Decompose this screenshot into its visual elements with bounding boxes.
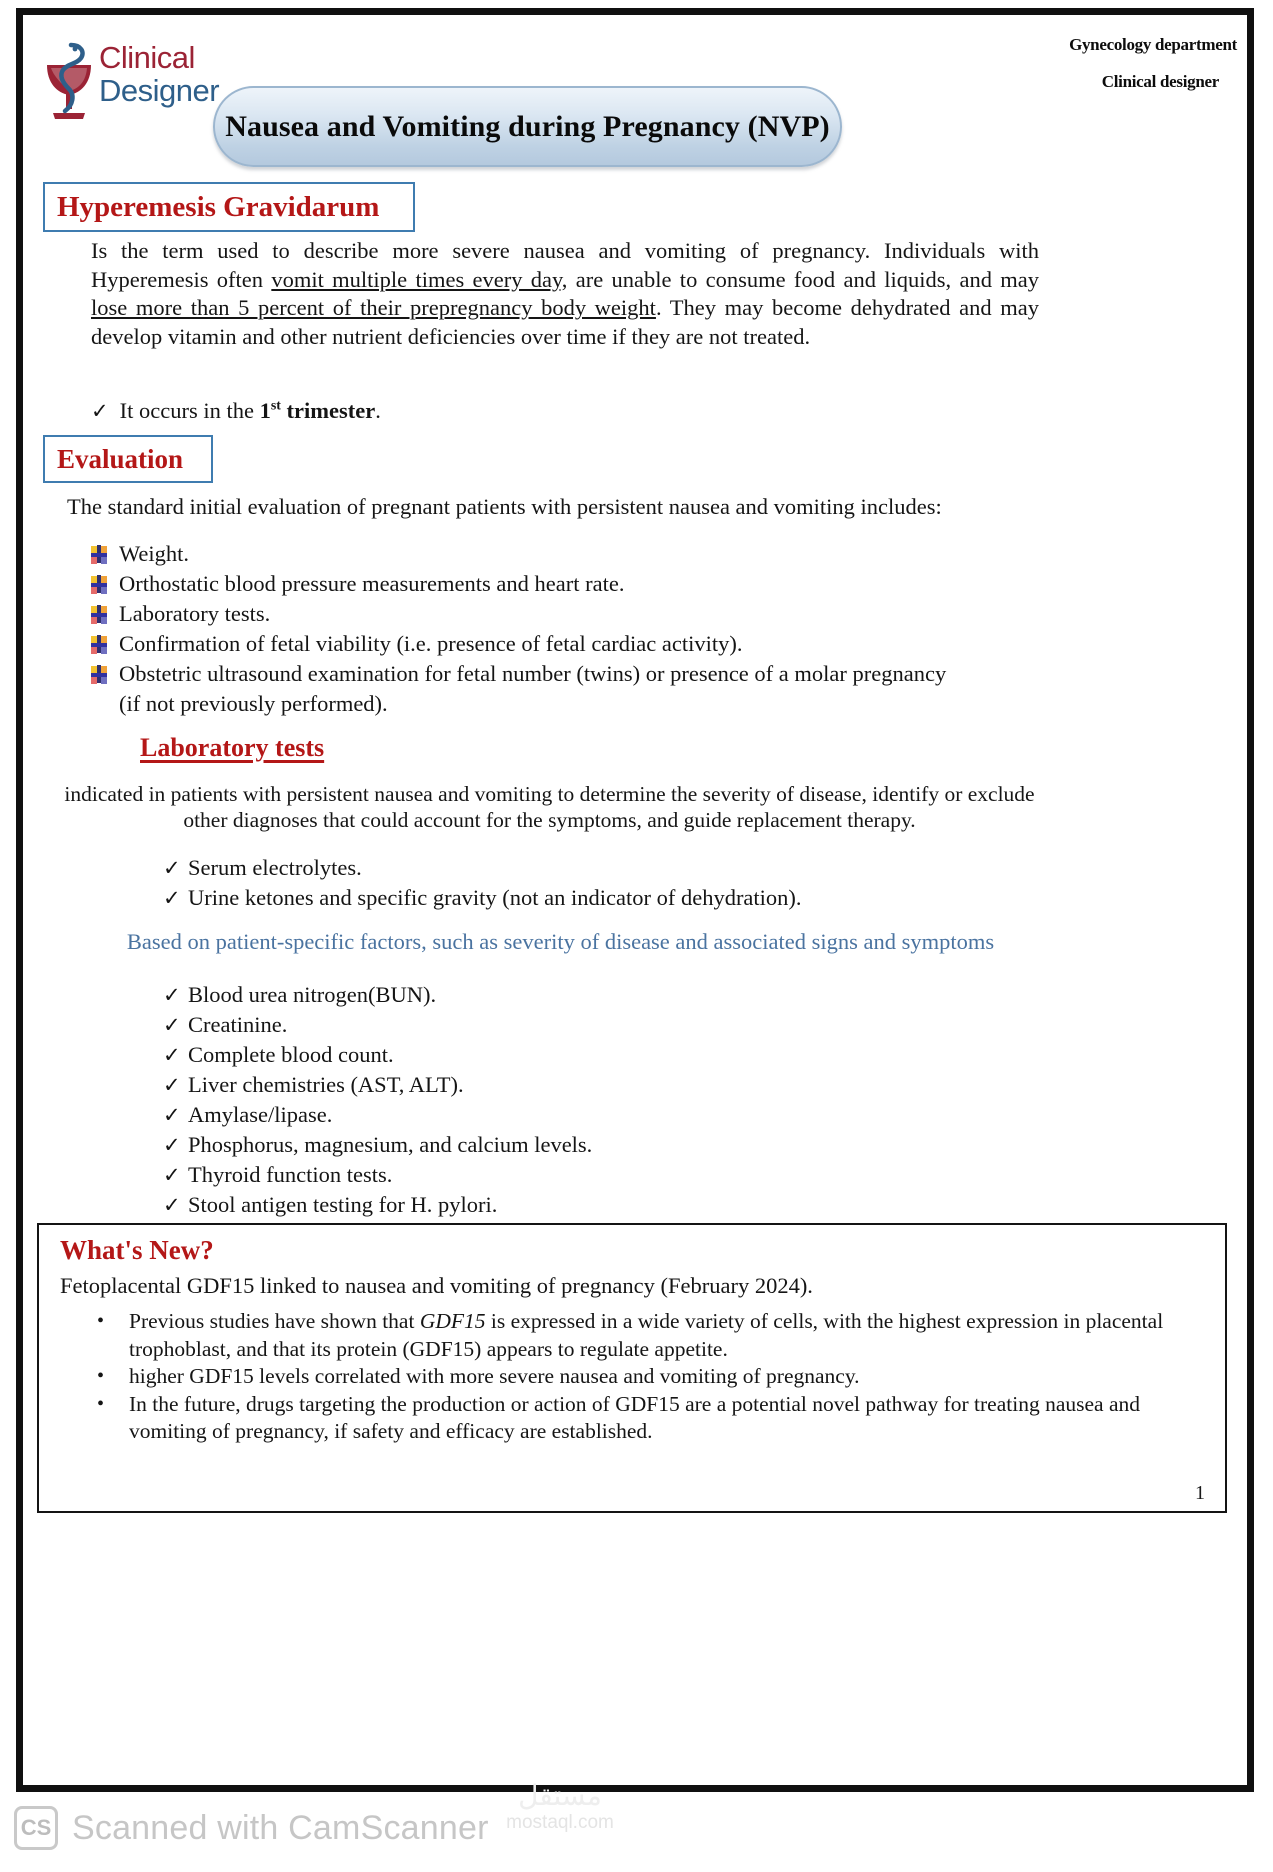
document-sheet: [23, 15, 1247, 1785]
check-icon: ✓: [163, 983, 181, 1007]
trimester-ordinal-suffix: st: [270, 398, 281, 414]
check-icon: ✓: [163, 886, 181, 910]
cross-bullet-icon: [91, 576, 107, 592]
whats-new-item-text: higher GDF15 levels correlated with more severe nausea and vomiting of pregnancy.: [129, 1364, 860, 1388]
page-number: 1: [1195, 1482, 1205, 1504]
page-border-right: [1247, 8, 1254, 1792]
list-item: [163, 883, 802, 913]
evaluation-list: [91, 539, 1076, 719]
check-icon: ✓: [163, 1043, 181, 1067]
list-item: [91, 569, 1076, 599]
bowl-of-hygieia-icon: [41, 39, 97, 123]
bullet-dot-icon: •: [97, 1392, 105, 1415]
laboratory-test-label: Urine ketones and specific gravity (not an indicator of dehydration).: [188, 885, 802, 910]
mostaql-domain-label: mostaql.com: [506, 1812, 614, 1833]
check-icon: ✓: [163, 1193, 181, 1217]
hyperemesis-text-1: Is the term used to describe more severe nausea and vomiting of pregnancy. Individuals with Hyperemesis often: [91, 238, 1039, 292]
mostaql-arabic-label: مستقل: [518, 1779, 602, 1812]
check-icon: ✓: [163, 1103, 181, 1127]
evaluation-item-label: Weight.: [119, 541, 190, 566]
list-item: [163, 1010, 592, 1040]
evaluation-item-label: Obstetric ultrasound examination for fetal number (twins) or presence of a molar pregnancy: [119, 661, 947, 686]
whats-new-item-post: is expressed in a wide variety of cells, with the highest expression in placental trophoblast, and that its protein (GDF15) appears to regulate appetite.: [129, 1309, 1164, 1361]
whats-new-lead: Fetoplacental GDF15 linked to nausea and vomiting of pregnancy (February 2024).: [60, 1273, 813, 1298]
hyperemesis-text-3: . They may become dehydrated and may develop vitamin and other nutrient deficiencies over time if they are not treated.: [91, 295, 1040, 349]
check-icon: ✓: [91, 399, 109, 423]
laboratory-primary-test-list: [163, 853, 802, 913]
evaluation-item-label: Orthostatic blood pressure measurements and heart rate.: [119, 571, 625, 596]
whats-new-box: [37, 1223, 1227, 1513]
section-heading-hyperemesis-text: Hyperemesis Gravidarum: [57, 190, 380, 223]
trimester-text-post: .: [375, 398, 381, 423]
evaluation-item-label: Laboratory tests.: [119, 601, 271, 626]
evaluation-item-label: Confirmation of fetal viability (i.e. presence of fetal cardiac activity).: [119, 631, 743, 656]
check-icon: ✓: [163, 1013, 181, 1037]
whats-new-item-text: [129, 1308, 1207, 1363]
section-heading-evaluation: [43, 435, 213, 483]
document-title: Nausea and Vomiting during Pregnancy (NVP): [225, 109, 830, 143]
laboratory-test-label: Stool antigen testing for H. pylori.: [188, 1192, 498, 1217]
list-item: [163, 1130, 592, 1160]
trimester-text-pre: It occurs in the: [119, 398, 260, 423]
hyperemesis-underlined-1: vomit multiple times every day,: [271, 266, 568, 292]
laboratory-test-label: Liver chemistries (AST, ALT).: [188, 1072, 464, 1097]
list-item: [91, 659, 1076, 689]
subsection-heading-laboratory-tests: Laboratory tests: [140, 733, 325, 762]
bullet-dot-icon: •: [97, 1365, 105, 1387]
brand-logo: [41, 35, 241, 125]
list-item: [91, 629, 1076, 659]
laboratory-factor-note: Based on patient-specific factors, such as severity of disease and associated signs and symptoms: [126, 929, 995, 954]
laboratory-test-label: Thyroid function tests.: [188, 1162, 393, 1187]
author-label: Clinical designer: [1101, 72, 1219, 91]
trimester-number: 1: [259, 398, 271, 423]
check-icon: ✓: [163, 1133, 181, 1157]
mostaql-watermark: [470, 1780, 650, 1834]
list-item: [163, 853, 802, 883]
list-item: [163, 1070, 592, 1100]
laboratory-intro: indicated in patients with persistent nausea and vomiting to determine the severity of disease, identify or exclude other diagnoses that could account for the symptoms, and guide replacement therapy.: [64, 782, 1035, 832]
section-heading-hyperemesis: [43, 182, 415, 232]
list-item: [97, 1308, 1207, 1363]
list-item: [91, 599, 1076, 629]
whats-new-item-pre: Previous studies have shown that: [129, 1309, 420, 1333]
check-icon: ✓: [163, 1073, 181, 1097]
laboratory-test-label: Phosphorus, magnesium, and calcium levels.: [188, 1132, 593, 1157]
cross-bullet-icon: [91, 636, 107, 652]
hyperemesis-text-2: are unable to consume food and liquids, and may: [567, 266, 1040, 292]
laboratory-secondary-test-list: [163, 980, 592, 1220]
whats-new-item-text: In the future, drugs targeting the production or action of GDF15 are a potential novel pathway for treating nausea and vomiting of pregnancy, if safety and efficacy are established.: [129, 1391, 1140, 1443]
laboratory-test-label: Blood urea nitrogen(BUN).: [188, 982, 437, 1007]
bullet-dot-icon: •: [97, 1310, 105, 1332]
list-item: [163, 1100, 592, 1130]
camscanner-watermark: [14, 1806, 489, 1850]
check-icon: ✓: [163, 856, 181, 880]
laboratory-test-label: Complete blood count.: [188, 1042, 394, 1067]
hyperemesis-underlined-2: lose more than 5 percent of their prepregnancy body weight: [91, 295, 656, 321]
list-item: [97, 1363, 1207, 1391]
page-border-left: [16, 8, 23, 1792]
document-title-banner: [213, 86, 842, 167]
cross-bullet-icon: [91, 666, 107, 682]
brand-logo-text: [99, 41, 219, 107]
list-item: [97, 1391, 1207, 1446]
cross-bullet-icon: [91, 606, 107, 622]
list-item: [91, 539, 1076, 569]
laboratory-test-label: Creatinine.: [188, 1012, 288, 1037]
list-item: [163, 1040, 592, 1070]
hyperemesis-paragraph: [91, 237, 1039, 351]
evaluation-intro: The standard initial evaluation of pregnant patients with persistent nausea and vomiting includes:: [67, 494, 942, 519]
hyperemesis-check-item: [91, 398, 381, 424]
whats-new-heading: What's New?: [60, 1235, 214, 1265]
brand-name-primary: Clinical: [99, 40, 195, 75]
page-border-top: [16, 8, 1254, 15]
evaluation-item-continuation: (if not previously performed).: [119, 691, 388, 716]
list-item: [163, 980, 592, 1010]
trimester-word: trimester: [280, 398, 376, 423]
department-label: Gynecology department: [1069, 35, 1237, 54]
check-icon: ✓: [163, 1163, 181, 1187]
gene-name-italic: GDF15: [419, 1309, 486, 1333]
cross-bullet-icon: [91, 546, 107, 562]
section-heading-evaluation-text: Evaluation: [57, 443, 184, 474]
list-item: [163, 1190, 592, 1220]
whats-new-list: [97, 1308, 1207, 1446]
brand-name-secondary: Designer: [99, 73, 220, 108]
list-item: [163, 1160, 592, 1190]
laboratory-test-label: Amylase/lipase.: [188, 1102, 333, 1127]
laboratory-test-label: Serum electrolytes.: [188, 855, 362, 880]
camscanner-label: Scanned with CamScanner: [72, 1808, 489, 1847]
camscanner-logo-icon: CS: [14, 1806, 58, 1850]
